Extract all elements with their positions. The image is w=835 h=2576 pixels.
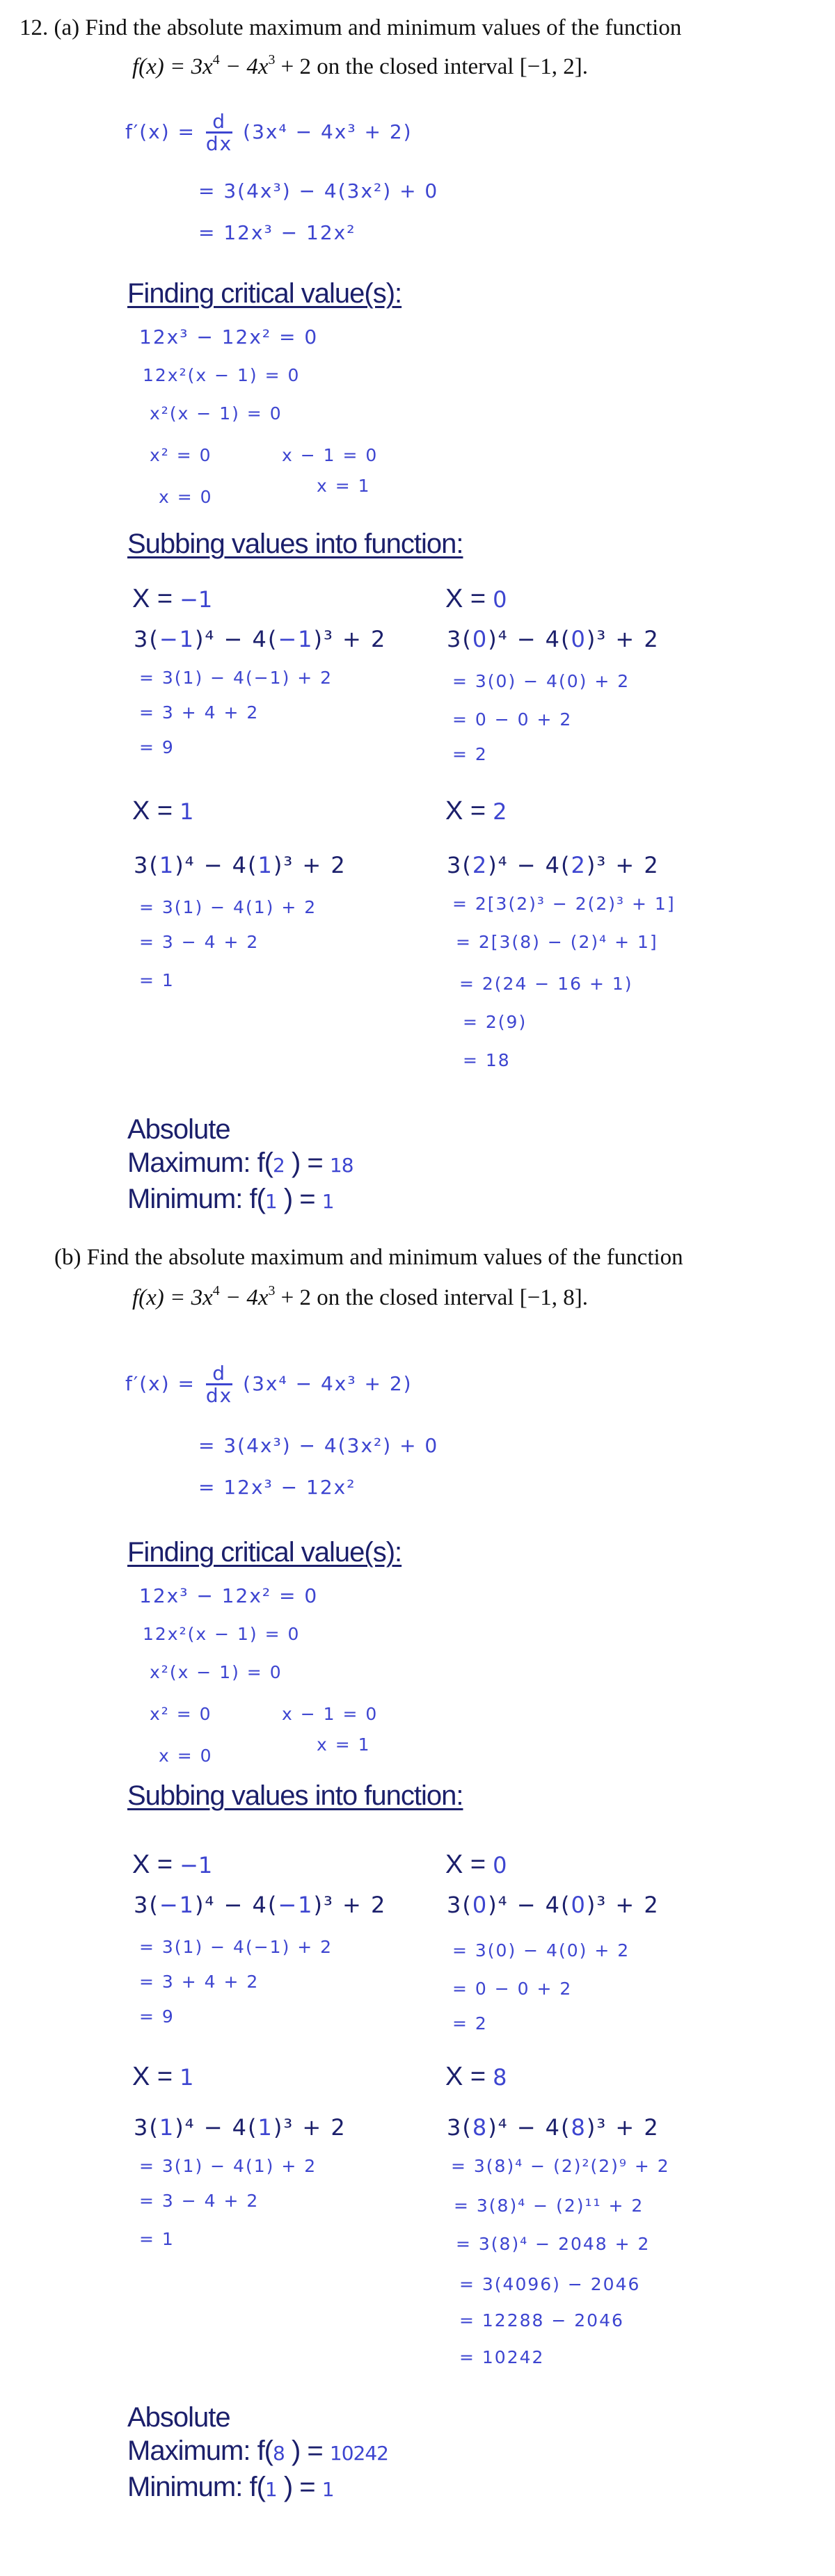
x-equals: X = bbox=[445, 584, 486, 613]
eval-step: = 2 bbox=[452, 2013, 488, 2034]
x-value: 8 bbox=[493, 2064, 507, 2091]
min-x: 1 bbox=[264, 2478, 277, 2501]
exponent: 3 bbox=[268, 52, 276, 68]
template-part: )³ + 2 bbox=[313, 626, 387, 652]
template-part: )⁴ − 4( bbox=[488, 1892, 571, 1918]
substitution-template bbox=[134, 852, 347, 878]
max-x: 2 bbox=[273, 1154, 285, 1177]
answer-heading: Absolute bbox=[127, 2402, 230, 2433]
template-fill: −1 bbox=[278, 626, 314, 652]
x-value-label bbox=[445, 1850, 507, 1880]
x-value: −1 bbox=[180, 1852, 213, 1878]
template-fill: 0 bbox=[472, 1892, 488, 1918]
template-part: )³ + 2 bbox=[586, 626, 660, 652]
critical-heading: Finding critical value(s): bbox=[127, 1537, 402, 1568]
template-part: )⁴ − 4( bbox=[488, 626, 571, 652]
template-fill: −1 bbox=[159, 1892, 196, 1918]
function-mid: − 4x bbox=[219, 1285, 269, 1310]
critical-step: 12x³ − 12x² = 0 bbox=[139, 1584, 319, 1607]
critical-step: x²(x − 1) = 0 bbox=[150, 1662, 283, 1682]
eval-step: = 3(1) − 4(1) + 2 bbox=[139, 897, 317, 917]
x-value: 1 bbox=[180, 2064, 194, 2091]
exponent: 4 bbox=[212, 1283, 220, 1299]
template-part: 3( bbox=[134, 852, 159, 878]
eval-step: = 12288 − 2046 bbox=[459, 2310, 624, 2331]
critical-step: 12x³ − 12x² = 0 bbox=[139, 325, 319, 348]
min-label: Minimum: f( bbox=[127, 2472, 265, 2502]
min-close: ) = bbox=[283, 1184, 315, 1214]
critical-step: x = 0 bbox=[159, 1746, 213, 1766]
max-close: ) = bbox=[291, 2436, 323, 2466]
eval-step: = 3(8)⁴ − (2)¹¹ + 2 bbox=[454, 2196, 644, 2216]
template-fill: 1 bbox=[257, 2114, 273, 2141]
eval-step: = 3(8)⁴ − 2048 + 2 bbox=[456, 2234, 651, 2254]
x-value-label bbox=[445, 584, 507, 614]
template-part: )⁴ − 4( bbox=[195, 626, 278, 652]
critical-step: x = 0 bbox=[159, 487, 213, 507]
derivative-lhs: f′(x) = bbox=[125, 1371, 196, 1395]
derivative-line-3: = 12x³ − 12x² bbox=[198, 221, 356, 244]
max-label: Maximum: f( bbox=[127, 1148, 273, 1178]
eval-step: = 3(0) − 4(0) + 2 bbox=[452, 1940, 630, 1961]
template-fill: 1 bbox=[159, 2114, 175, 2141]
subbing-heading: Subbing values into function: bbox=[127, 1780, 463, 1811]
max-close: ) = bbox=[291, 1148, 323, 1178]
min-value: 1 bbox=[321, 1190, 334, 1213]
substitution-template bbox=[447, 2114, 660, 2141]
eval-step: = 2(24 − 16 + 1) bbox=[459, 974, 633, 994]
critical-step: x²(x − 1) = 0 bbox=[150, 403, 283, 424]
template-part: )³ + 2 bbox=[586, 2114, 660, 2141]
answer-minimum bbox=[127, 1182, 353, 1218]
derivative-line-2: = 3(4x³) − 4(3x²) + 0 bbox=[198, 1434, 439, 1457]
template-part: )⁴ − 4( bbox=[175, 2114, 258, 2141]
template-fill: 2 bbox=[571, 852, 587, 878]
max-x: 8 bbox=[273, 2442, 285, 2465]
x-value-label bbox=[132, 1850, 212, 1880]
interval-text: on the closed interval [−1, 8]. bbox=[311, 1285, 589, 1310]
template-fill: −1 bbox=[278, 1892, 314, 1918]
template-fill: 0 bbox=[472, 626, 488, 652]
eval-step: = 3(1) − 4(−1) + 2 bbox=[139, 1937, 333, 1957]
x-equals: X = bbox=[132, 2062, 173, 2091]
derivative-line-1 bbox=[125, 1363, 413, 1406]
eval-step: = 3(1) − 4(−1) + 2 bbox=[139, 668, 333, 688]
derivative-line-3: = 12x³ − 12x² bbox=[198, 1476, 356, 1499]
template-part: 3( bbox=[447, 852, 472, 878]
part-label: (b) bbox=[54, 1245, 81, 1270]
min-label: Minimum: f( bbox=[127, 1184, 265, 1214]
template-part: )⁴ − 4( bbox=[488, 852, 571, 878]
derivative-rhs: (3x⁴ − 4x³ + 2) bbox=[243, 120, 413, 143]
substitution-template bbox=[134, 2114, 347, 2141]
function-mid: − 4x bbox=[219, 54, 269, 79]
template-fill: 1 bbox=[257, 852, 273, 878]
d-dx-fraction bbox=[206, 111, 232, 154]
critical-step: 12x²(x − 1) = 0 bbox=[143, 1624, 301, 1644]
answer-maximum bbox=[127, 2434, 388, 2470]
eval-step: = 9 bbox=[139, 737, 175, 757]
template-part: 3( bbox=[134, 626, 159, 652]
x-value: 2 bbox=[493, 798, 507, 825]
eval-step: = 1 bbox=[139, 2229, 175, 2249]
template-fill: 0 bbox=[571, 626, 587, 652]
template-part: 3( bbox=[447, 1892, 472, 1918]
template-fill: 1 bbox=[159, 852, 175, 878]
critical-step: x = 1 bbox=[317, 1734, 371, 1755]
template-fill: 0 bbox=[571, 1892, 587, 1918]
interval-text: on the closed interval [−1, 2]. bbox=[311, 54, 589, 79]
eval-step: = 3(0) − 4(0) + 2 bbox=[452, 671, 630, 691]
template-fill: −1 bbox=[159, 626, 196, 652]
prompt-text: Find the absolute maximum and minimum values of the function bbox=[85, 15, 682, 40]
frac-den: dx bbox=[205, 1384, 233, 1408]
x-value-label bbox=[445, 2062, 507, 2092]
eval-step: = 10242 bbox=[459, 2347, 545, 2367]
exponent: 4 bbox=[212, 52, 220, 68]
template-fill: 8 bbox=[472, 2114, 488, 2141]
template-part: 3( bbox=[447, 626, 472, 652]
eval-step: = 18 bbox=[463, 1050, 511, 1070]
answer-heading: Absolute bbox=[127, 1114, 230, 1145]
eval-step: = 3 − 4 + 2 bbox=[139, 932, 260, 952]
function-lhs: f(x) = 3x bbox=[132, 54, 213, 79]
function-statement bbox=[132, 54, 588, 80]
template-part: )³ + 2 bbox=[586, 1892, 660, 1918]
x-equals: X = bbox=[132, 1850, 173, 1879]
part-label: (a) bbox=[54, 15, 80, 40]
critical-step: x − 1 = 0 bbox=[282, 1704, 379, 1724]
problem-prompt bbox=[54, 1245, 683, 1271]
eval-step: = 3(1) − 4(1) + 2 bbox=[139, 2156, 317, 2176]
function-rhs: + 2 bbox=[275, 54, 312, 79]
exponent: 3 bbox=[268, 1283, 276, 1299]
answer-maximum bbox=[127, 1146, 353, 1182]
problem-number: 12. bbox=[19, 15, 49, 40]
eval-step: = 0 − 0 + 2 bbox=[452, 709, 573, 730]
eval-step: = 2[3(2)³ − 2(2)³ + 1] bbox=[452, 894, 676, 914]
eval-step: = 2[3(8) − (2)⁴ + 1] bbox=[456, 932, 658, 952]
template-part: )³ + 2 bbox=[273, 2114, 347, 2141]
substitution-template bbox=[447, 852, 660, 878]
critical-step: x − 1 = 0 bbox=[282, 445, 379, 465]
min-value: 1 bbox=[321, 2478, 334, 2501]
template-part: 3( bbox=[134, 1892, 159, 1918]
substitution-template bbox=[134, 1892, 386, 1918]
template-part: )⁴ − 4( bbox=[488, 2114, 571, 2141]
d-dx-fraction bbox=[206, 1363, 232, 1406]
substitution-template bbox=[447, 1892, 660, 1918]
x-value-label bbox=[132, 584, 212, 614]
eval-step: = 9 bbox=[139, 2006, 175, 2027]
x-equals: X = bbox=[445, 1850, 486, 1879]
x-equals: X = bbox=[132, 584, 173, 613]
derivative-line-1 bbox=[125, 111, 413, 154]
eval-step: = 3 + 4 + 2 bbox=[139, 702, 260, 723]
answer-block bbox=[127, 1113, 353, 1218]
template-part: )³ + 2 bbox=[586, 852, 660, 878]
problem-prompt bbox=[19, 15, 681, 41]
template-fill: 2 bbox=[472, 852, 488, 878]
template-part: )⁴ − 4( bbox=[195, 1892, 278, 1918]
critical-step: x² = 0 bbox=[150, 445, 212, 465]
critical-heading: Finding critical value(s): bbox=[127, 278, 402, 309]
template-part: )⁴ − 4( bbox=[175, 852, 258, 878]
frac-num: d bbox=[206, 1363, 232, 1385]
max-value: 18 bbox=[329, 1154, 353, 1177]
substitution-template bbox=[134, 626, 386, 652]
template-part: 3( bbox=[447, 2114, 472, 2141]
min-x: 1 bbox=[264, 1190, 277, 1213]
critical-step: 12x²(x − 1) = 0 bbox=[143, 365, 301, 385]
max-value: 10242 bbox=[329, 2442, 388, 2465]
function-rhs: + 2 bbox=[275, 1285, 312, 1310]
derivative-line-2: = 3(4x³) − 4(3x²) + 0 bbox=[198, 179, 439, 202]
function-statement bbox=[132, 1285, 588, 1311]
function-lhs: f(x) = 3x bbox=[132, 1285, 213, 1310]
x-equals: X = bbox=[132, 796, 173, 826]
x-value-label bbox=[132, 796, 193, 826]
x-value: 1 bbox=[180, 798, 194, 825]
x-value: 0 bbox=[493, 586, 507, 613]
critical-step: x = 1 bbox=[317, 476, 371, 496]
eval-step: = 0 − 0 + 2 bbox=[452, 1979, 573, 1999]
eval-step: = 1 bbox=[139, 970, 175, 990]
frac-num: d bbox=[206, 111, 232, 134]
x-value-label bbox=[445, 796, 507, 826]
eval-step: = 2(9) bbox=[463, 1012, 527, 1032]
eval-step: = 3 + 4 + 2 bbox=[139, 1972, 260, 1992]
derivative-rhs: (3x⁴ − 4x³ + 2) bbox=[243, 1371, 413, 1395]
prompt-text: Find the absolute maximum and minimum values of the function bbox=[86, 1245, 683, 1270]
eval-step: = 3(8)⁴ − (2)²(2)⁹ + 2 bbox=[451, 2156, 670, 2176]
substitution-template bbox=[447, 626, 660, 652]
template-part: )³ + 2 bbox=[313, 1892, 387, 1918]
critical-step: x² = 0 bbox=[150, 1704, 212, 1724]
template-part: 3( bbox=[134, 2114, 159, 2141]
subbing-heading: Subbing values into function: bbox=[127, 529, 463, 559]
frac-den: dx bbox=[205, 132, 233, 156]
answer-block bbox=[127, 2401, 388, 2506]
max-label: Maximum: f( bbox=[127, 2436, 273, 2466]
template-part: )³ + 2 bbox=[273, 852, 347, 878]
x-value: −1 bbox=[180, 586, 213, 613]
x-equals: X = bbox=[445, 796, 486, 826]
eval-step: = 3(4096) − 2046 bbox=[459, 2274, 641, 2294]
min-close: ) = bbox=[283, 2472, 315, 2502]
x-value-label bbox=[132, 2062, 193, 2092]
eval-step: = 2 bbox=[452, 744, 488, 764]
x-value: 0 bbox=[493, 1852, 507, 1878]
x-equals: X = bbox=[445, 2062, 486, 2091]
answer-minimum bbox=[127, 2470, 388, 2506]
template-fill: 8 bbox=[571, 2114, 587, 2141]
derivative-lhs: f′(x) = bbox=[125, 120, 196, 143]
eval-step: = 3 − 4 + 2 bbox=[139, 2191, 260, 2211]
